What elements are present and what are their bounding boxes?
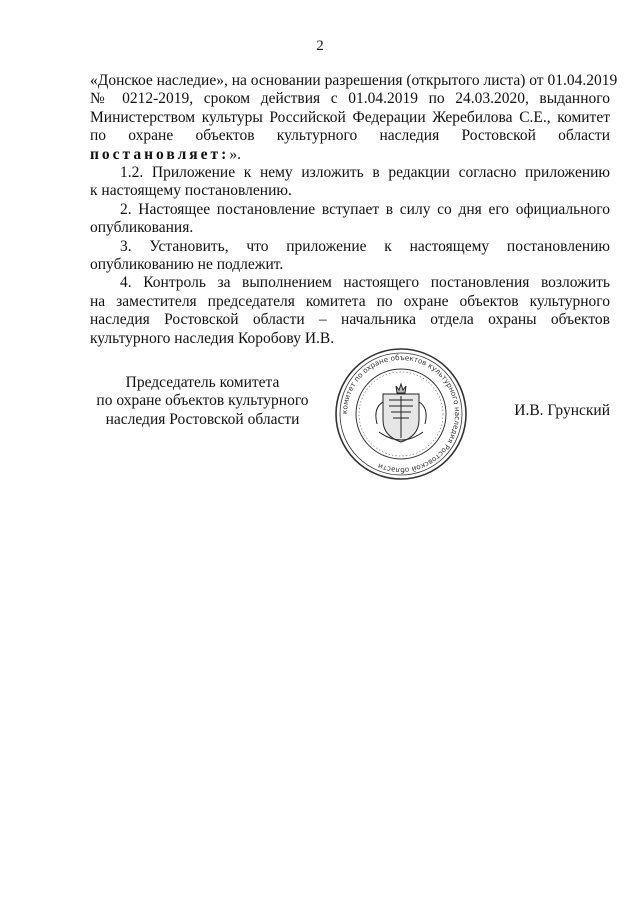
signer-position xyxy=(90,374,315,429)
intro-line: по охране объектов культурного наследия Ростовской области xyxy=(90,127,610,145)
signer-position-line: наследия Ростовской области xyxy=(105,410,300,428)
coat-of-arms-icon xyxy=(376,384,426,442)
intro-line: Министерством культуры Российской Федерации Жеребилова С.Е., комитет xyxy=(90,108,610,126)
signer-position-line: по охране объектов культурного xyxy=(96,392,309,410)
item-1-2-line: к настоящему постановлению. xyxy=(90,182,292,200)
decree-word: постановляет: xyxy=(90,145,230,163)
intro-line: «Донское наследие», на основании разрешения (открытого листа) от 01.04.2019 xyxy=(90,72,618,89)
item-3-line: опубликованию не подлежит. xyxy=(90,256,284,274)
item-3-line: 3. Установить, что приложение к настоящему постановлению xyxy=(120,237,610,255)
item-2-line: 2. Настоящее постановление вступает в силу со дня его официального xyxy=(120,200,610,218)
signer-position-line: Председатель комитета xyxy=(125,374,280,391)
signer-name: И.В. Грунский xyxy=(514,402,610,419)
item-4-line: 4. Контроль за выполнением настоящего постановления возложить xyxy=(120,274,610,292)
item-1-2-line: 1.2. Приложение к нему изложить в редакции согласно приложению xyxy=(120,164,610,182)
item-4-line: культурного наследия Коробову И.В. xyxy=(90,329,335,347)
item-4-line: на заместителя председателя комитета по охране объектов культурного xyxy=(90,292,610,310)
seal-text-path: комитет по охране объектов культурного наследия Ростовской области xyxy=(339,352,463,476)
official-seal xyxy=(333,346,469,482)
page-number: 2 xyxy=(316,38,324,54)
intro-line: № 0212-2019, сроком действия с 01.04.2019 по 24.03.2020, выданного xyxy=(90,90,610,108)
item-2-line: опубликования. xyxy=(90,219,194,237)
decree-line xyxy=(90,146,610,164)
decree-end: ». xyxy=(229,145,241,163)
document-body xyxy=(90,72,618,348)
item-4-line: наследия Ростовской области – начальника отдела охраны объектов xyxy=(90,311,610,329)
